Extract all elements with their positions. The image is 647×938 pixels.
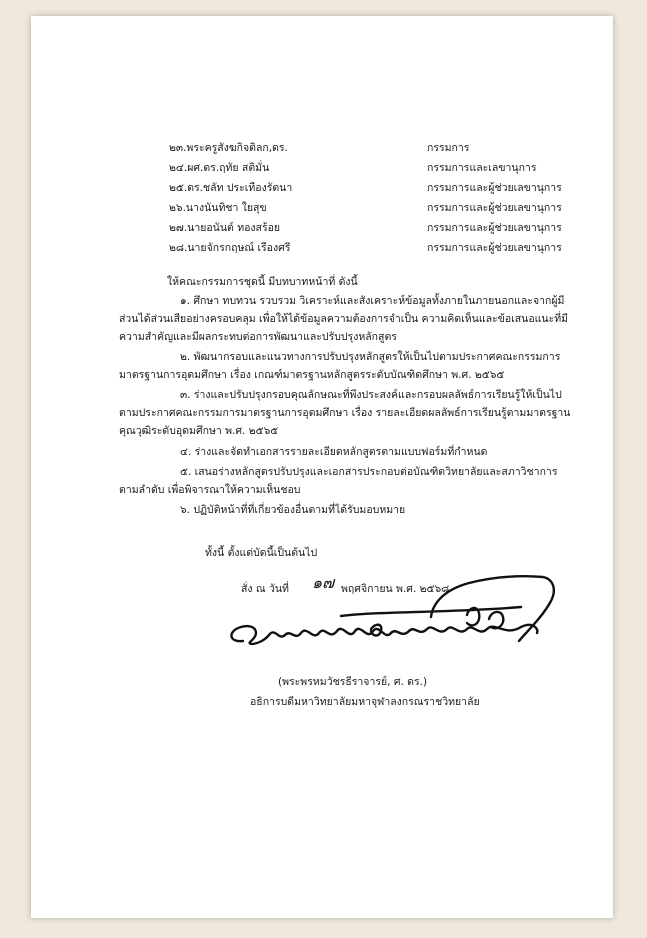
member-name: ๒๘.นายจักรกฤษณ์ เรืองศรี bbox=[169, 242, 291, 254]
duty-2-line-1: ๒. พัฒนากรอบและแนวทางการปรับปรุงหลักสูตรให้เป็นไปตามประกาศคณะกรรมการ bbox=[180, 351, 561, 363]
signatory-title: อธิการบดีมหาวิทยาลัยมหาจุฬาลงกรณราชวิทยาลัย bbox=[250, 696, 480, 708]
member-role: กรรมการและผู้ช่วยเลขานุการ bbox=[427, 242, 562, 254]
member-name: ๒๔.ผศ.ดร.ฤทัย สติมั่น bbox=[169, 162, 270, 174]
duty-5-line-2: ตามลำดับ เพื่อพิจารณาให้ความเห็นชอบ bbox=[119, 484, 301, 496]
duty-3-line-2: ตามประกาศคณะกรรมการมาตรฐานการอุดมศึกษา เรื่อง รายละเอียดผลลัพธ์การเรียนรู้ตามมาตรฐาน bbox=[119, 407, 571, 419]
member-name: ๒๗.นายอนันต์ ทองสร้อย bbox=[169, 222, 281, 234]
duty-4-line-1: ๔. ร่างและจัดทำเอกสารรายละเอียดหลักสูตรตามแบบฟอร์มที่กำหนด bbox=[180, 446, 488, 458]
document-page bbox=[31, 16, 613, 918]
order-date-day: ๑๗ bbox=[312, 573, 335, 592]
member-name: ๒๓.พระครูสังฆกิจติลก,ดร. bbox=[169, 142, 288, 154]
duty-3-line-3: คุณวุฒิระดับอุดมศึกษา พ.ศ. ๒๕๖๕ bbox=[119, 425, 279, 437]
duty-1-line-3: ความสำคัญและมีผลกระทบต่อการพัฒนาและปรับปรุงหลักสูตร bbox=[119, 331, 397, 343]
member-role: กรรมการและผู้ช่วยเลขานุการ bbox=[427, 202, 562, 214]
member-role: กรรมการและเลขานุการ bbox=[427, 162, 537, 174]
duty-5-line-1: ๕. เสนอร่างหลักสูตรปรับปรุงและเอกสารประกอบต่อบัณฑิตวิทยาลัยและสภาวิชาการ bbox=[180, 466, 558, 478]
member-role: กรรมการและผู้ช่วยเลขานุการ bbox=[427, 182, 562, 194]
member-row bbox=[169, 218, 589, 238]
member-row bbox=[169, 158, 589, 178]
member-name: ๒๕.ดร.ชลัท ประเทืองรัตนา bbox=[169, 182, 293, 194]
member-row bbox=[169, 238, 589, 258]
duty-2-line-2: มาตรฐานการอุดมศึกษา เรื่อง เกณฑ์มาตรฐานหลักสูตรระดับบัณฑิตศึกษา พ.ศ. ๒๕๖๕ bbox=[119, 369, 505, 381]
signature-image bbox=[221, 571, 561, 666]
duty-1-line-2: ส่วนได้ส่วนเสียอย่างครอบคลุม เพื่อให้ได้ข้อมูลความต้องการจำเป็น ความคิดเห็นและข้อเสนอแนะที่มี bbox=[119, 313, 569, 325]
member-role: กรรมการและผู้ช่วยเลขานุการ bbox=[427, 222, 562, 234]
member-row bbox=[169, 198, 589, 218]
member-row bbox=[169, 178, 589, 198]
signatory-name: (พระพรหมวัชรธีราจารย์, ศ. ดร.) bbox=[278, 676, 428, 688]
duty-6-line-1: ๖. ปฏิบัติหน้าที่ที่เกี่ยวข้องอื่นตามที่ได้รับมอบหมาย bbox=[180, 504, 406, 516]
order-date-month-year: พฤศจิกายน พ.ศ. ๒๕๖๘ bbox=[341, 583, 450, 595]
duty-1-line-1: ๑. ศึกษา ทบทวน รวบรวม วิเคราะห์และสังเคราะห์ข้อมูลทั้งภายในภายนอกและจากผู้มี bbox=[180, 295, 565, 307]
effective-clause: ทั้งนี้ ตั้งแต่บัดนี้เป็นต้นไป bbox=[205, 547, 318, 559]
duty-3-line-1: ๓. ร่างและปรับปรุงกรอบคุณลักษณะที่พึงประสงค์และกรอบผลลัพธ์การเรียนรู้ให้เป็นไป bbox=[180, 389, 562, 401]
member-role: กรรมการ bbox=[427, 142, 470, 154]
order-date-prefix: สั่ง ณ วันที่ bbox=[241, 583, 289, 595]
member-name: ๒๖.นางนันทิชา ใยสุข bbox=[169, 202, 267, 214]
duties-intro: ให้คณะกรรมการชุดนี้ มีบทบาทหน้าที่ ดังนี้ bbox=[167, 276, 358, 288]
member-row bbox=[169, 138, 589, 158]
